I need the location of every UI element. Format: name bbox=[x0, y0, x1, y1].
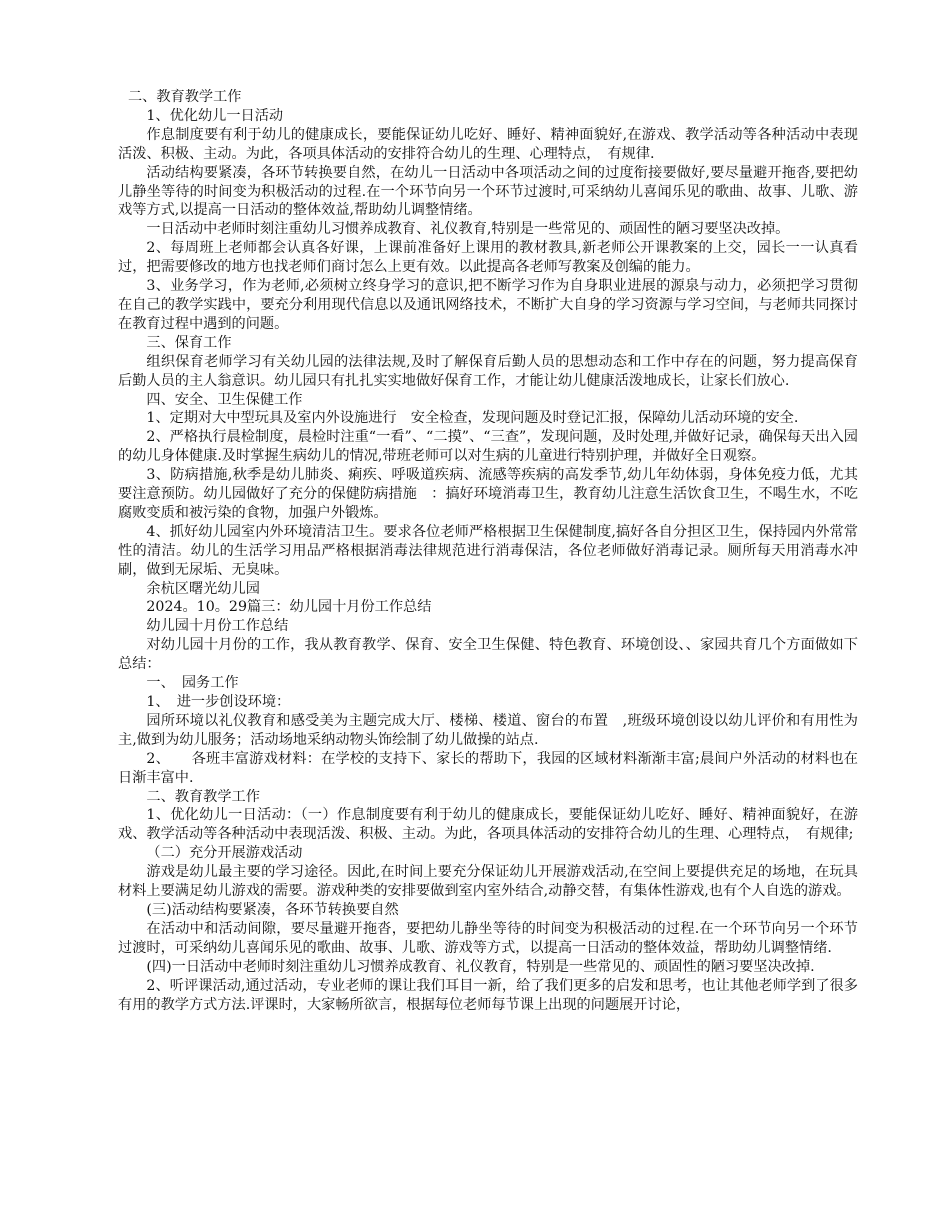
paragraph: (四)一日活动中老师时刻注重幼儿习惯养成教育、礼仪教育，特别是一些常见的、顽固性的陋习要坚决改掉. bbox=[146, 958, 815, 975]
section-heading-care: 三、保育工作 bbox=[146, 334, 232, 351]
paragraph: 2、 各班丰富游戏材料：在学校的支持下、家长的帮助下，我园的区域材料渐渐丰富;晨间户外活动的材料也在日渐丰富中. bbox=[118, 750, 858, 786]
paragraph: 1、优化幼儿一日活动：（一）作息制度要有利于幼儿的健康成长，要能保证幼儿吃好、睡好、精神面貌好，在游戏、教学活动等各种活动中表现活泼、积极、主动。为此，各项具体活动的安排符合幼儿的生理、心理特点， 有规律; bbox=[118, 807, 858, 843]
subheading-environment: 1、 进一步创设环境： bbox=[146, 694, 291, 710]
document-title: 幼儿园十月份工作总结 bbox=[146, 618, 289, 635]
paragraph: 2、严格执行晨检制度，晨检时注重“一看”、“二摸”、“三查”，发现问题，及时处理,并做好记录，确保每天出入园的幼儿身体健康.及时掌握生病幼儿的情况,带班老师可以对生病的儿童进行特别护理，并做好全日观察。 bbox=[118, 429, 858, 465]
subheading-games: （二）充分开展游戏活动 bbox=[146, 845, 303, 862]
paragraph: 2、听评课活动,通过活动，专业老师的课让我们耳目一新，给了我们更多的启发和思考，也让其他老师学到了很多有用的教学方式方法.评课时，大家畅所欲言，根据每位老师每节课上出现的问题展开讨论， bbox=[118, 977, 858, 1013]
paragraph: 组织保育老师学习有关幼儿园的法律法规,及时了解保育后勤人员的思想动态和工作中存在的问题，努力提高保育后勤人员的主人翁意识。幼儿园只有扎扎实实地做好保育工作，才能让幼儿健康活泼地成长，让家长们放心. bbox=[118, 353, 858, 389]
paragraph: 作息制度要有利于幼儿的健康成长，要能保证幼儿吃好、睡好、精神面貌好,在游戏、教学活动等各种活动中表现活泼、积极、主动。为此，各项具体活动的安排符合幼儿的生理、心理特点， 有规律. bbox=[118, 126, 858, 162]
subheading-structure: (三)活动结构要紧凑，各环节转换要自然 bbox=[146, 901, 399, 918]
paragraph: 一日活动中老师时刻注重幼儿习惯养成教育、礼仪教育,特别是一些常见的、顽固性的陋习要坚决改掉。 bbox=[146, 221, 790, 238]
document-body bbox=[118, 88, 858, 1014]
paragraph: 活动结构要紧凑，各环节转换要自然，在幼儿一日活动中各项活动之间的过度衔接要做好,要尽量避开拖沓,要把幼儿静坐等待的时间变为积极活动的过程.在一个环节向另一个环节过渡时,可采纳幼儿喜闻乐见的歌曲、故事、儿歌、游戏等方式,以提高一日活动的整体效益,帮助幼儿调整情绪。 bbox=[118, 164, 858, 219]
subheading-daily-activity: 1、优化幼儿一日活动 bbox=[146, 107, 284, 124]
date-and-title-line: 2024。10。29篇三：幼儿园十月份工作总结 bbox=[146, 599, 432, 616]
signature-organization: 余杭区曙光幼儿园 bbox=[146, 580, 260, 597]
paragraph: 2、每周班上老师都会认真各好课，上课前准备好上课用的教材教具,新老师公开课教案的上交，园长一一认真看过，把需要修改的地方也找老师们商讨怎么上更有效。以此提高各老师写教案及创编的能力。 bbox=[118, 240, 858, 276]
paragraph: 游戏是幼儿最主要的学习途径。因此,在时间上要充分保证幼儿开展游戏活动,在空间上要提供充足的场地，在玩具材料上要满足幼儿游戏的需要。游戏种类的安排要做到室内室外结合,动静交替，有集体性游戏,也有个人自选的游戏。 bbox=[118, 864, 858, 900]
paragraph: 对幼儿园十月份的工作，我从教育教学、保育、安全卫生保健、特色教育、环境创设、、家园共育几个方面做如下总结： bbox=[118, 637, 858, 673]
section-heading-education-2: 二、教育教学工作 bbox=[146, 788, 260, 805]
paragraph: 4、抓好幼儿园室内外环境清洁卫生。要求各位老师严格根据卫生保健制度,搞好各自分担区卫生，保持园内外常常性的清洁。幼儿的生活学习用品严格根据消毒法律规范进行消毒保洁，各位老师做好消毒记录。厕所每天用消毒水冲刷，做到无尿垢、无臭味。 bbox=[118, 523, 858, 578]
paragraph: 1、定期对大中型玩具及室内外设施进行 安全检查，发现问题及时登记汇报，保障幼儿活动环境的安全. bbox=[146, 410, 799, 427]
paragraph: 在活动中和活动间隙，要尽量避开拖沓，要把幼儿静坐等待的时间变为积极活动的过程.在一个环节向另一个环节过渡时，可采纳幼儿喜闻乐见的歌曲、故事、儿歌、游戏等方式，以提高一日活动的整体效益，帮助幼儿调整情绪. bbox=[118, 920, 858, 956]
section-heading-education: 二、教育教学工作 bbox=[127, 89, 242, 105]
paragraph: 园所环境以礼仪教育和感受美为主题完成大厅、楼梯、楼道、窗台的布置 ,班级环境创设以幼儿评价和有用性为主,做到为幼儿服务；活动场地采纳动物头饰绘制了幼儿做操的站点. bbox=[118, 712, 858, 748]
paragraph: 3、业务学习，作为老师,必须树立终身学习的意识,把不断学习作为自身职业进展的源泉与动力，必须把学习贯彻在自己的教学实践中，要充分利用现代信息以及通讯网络技术，不断扩大自身的学习资源与学习空间，与老师共同探讨在教育过程中遇到的问题。 bbox=[118, 278, 858, 332]
section-heading-safety: 四、安全、卫生保健工作 bbox=[146, 391, 303, 408]
section-heading-admin: 一、 园务工作 bbox=[146, 675, 239, 692]
paragraph: 3、防病措施,秋季是幼儿肺炎、痢疾、呼吸道疾病、流感等疾病的高发季节,幼儿年幼体弱，身体免疫力低，尤其要注意预防。幼儿园做好了充分的保健防病措施 ：搞好环境消毒卫生，教育幼儿注意生活饮食卫生，不喝生水，不吃腐败变质和被污染的食物，加强户外锻炼。 bbox=[118, 467, 858, 521]
